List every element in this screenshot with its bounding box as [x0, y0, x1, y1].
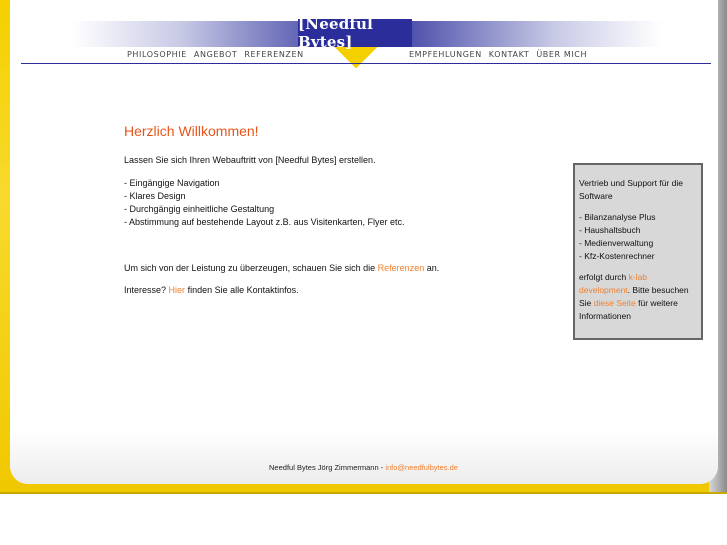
software-info-box	[573, 163, 703, 340]
nav-item-ueber-mich[interactable]: ÜBER MICH	[536, 50, 588, 59]
referenzen-after: an.	[426, 263, 440, 273]
nav-item-empfehlungen[interactable]: EMPFEHLUNGEN	[409, 50, 482, 59]
intro-text: Lassen Sie sich Ihren Webauftritt von [Needful Bytes] erstellen.	[124, 155, 376, 165]
k-lab-link[interactable]: k-lab development	[579, 272, 648, 295]
diese-seite-link[interactable]: diese Seite	[593, 298, 636, 308]
nav-item-kontakt[interactable]: KONTAKT	[488, 50, 530, 59]
feature-item: - Klares Design	[124, 191, 186, 201]
nav-right	[409, 50, 587, 62]
logo[interactable]	[298, 15, 412, 51]
product-list	[579, 211, 697, 263]
kontakt-text: Interesse?	[124, 285, 167, 295]
content-panel-bottom	[10, 430, 718, 484]
header-divider	[21, 63, 711, 64]
feature-item: - Eingängige Navigation	[124, 178, 220, 188]
kontakt-after: finden Sie alle Kontaktinfos.	[187, 285, 299, 295]
visit-after-text: für weitere Informationen	[579, 298, 678, 321]
product-item: - Kfz-Kostenrechner	[579, 251, 655, 261]
kontakt-link[interactable]: Hier	[168, 285, 186, 295]
logo-text: [Needful Bytes]	[298, 15, 374, 51]
feature-item: - Durchgängig einheitliche Gestaltung	[124, 204, 275, 214]
visit-text: . Bitte besuchen Sie	[579, 285, 689, 308]
page-title: Herzlich Willkommen!	[124, 123, 259, 139]
product-item: - Medienverwaltung	[579, 238, 654, 248]
referenzen-paragraph	[124, 262, 439, 275]
nav-item-angebot[interactable]: ANGEBOT	[193, 50, 238, 59]
footer-email-link[interactable]: info@needfulbytes.de	[385, 463, 458, 472]
product-item: - Haushaltsbuch	[579, 225, 641, 235]
product-item: - Bilanzanalyse Plus	[579, 212, 656, 222]
referenzen-link[interactable]: Referenzen	[377, 263, 425, 273]
kontakt-paragraph	[124, 284, 299, 297]
support-text: erfolgt durch	[579, 272, 627, 282]
feature-item: - Abstimmung auf bestehende Layout z.B. aus Visitenkarten, Flyer etc.	[124, 217, 405, 227]
footer-text: Needful Bytes Jörg Zimmermann -	[269, 463, 384, 472]
footer	[0, 463, 727, 472]
sidebox-heading: Vertrieb und Support für die Software	[579, 178, 683, 201]
support-paragraph	[579, 271, 697, 323]
nav-item-philosophie[interactable]: PHILOSOPHIE	[127, 50, 187, 59]
feature-list	[124, 177, 405, 229]
nav-left	[127, 50, 304, 62]
referenzen-text: Um sich von der Leistung zu überzeugen, schauen Sie sich die	[124, 263, 376, 273]
nav-item-referenzen[interactable]: REFERENZEN	[244, 50, 304, 59]
